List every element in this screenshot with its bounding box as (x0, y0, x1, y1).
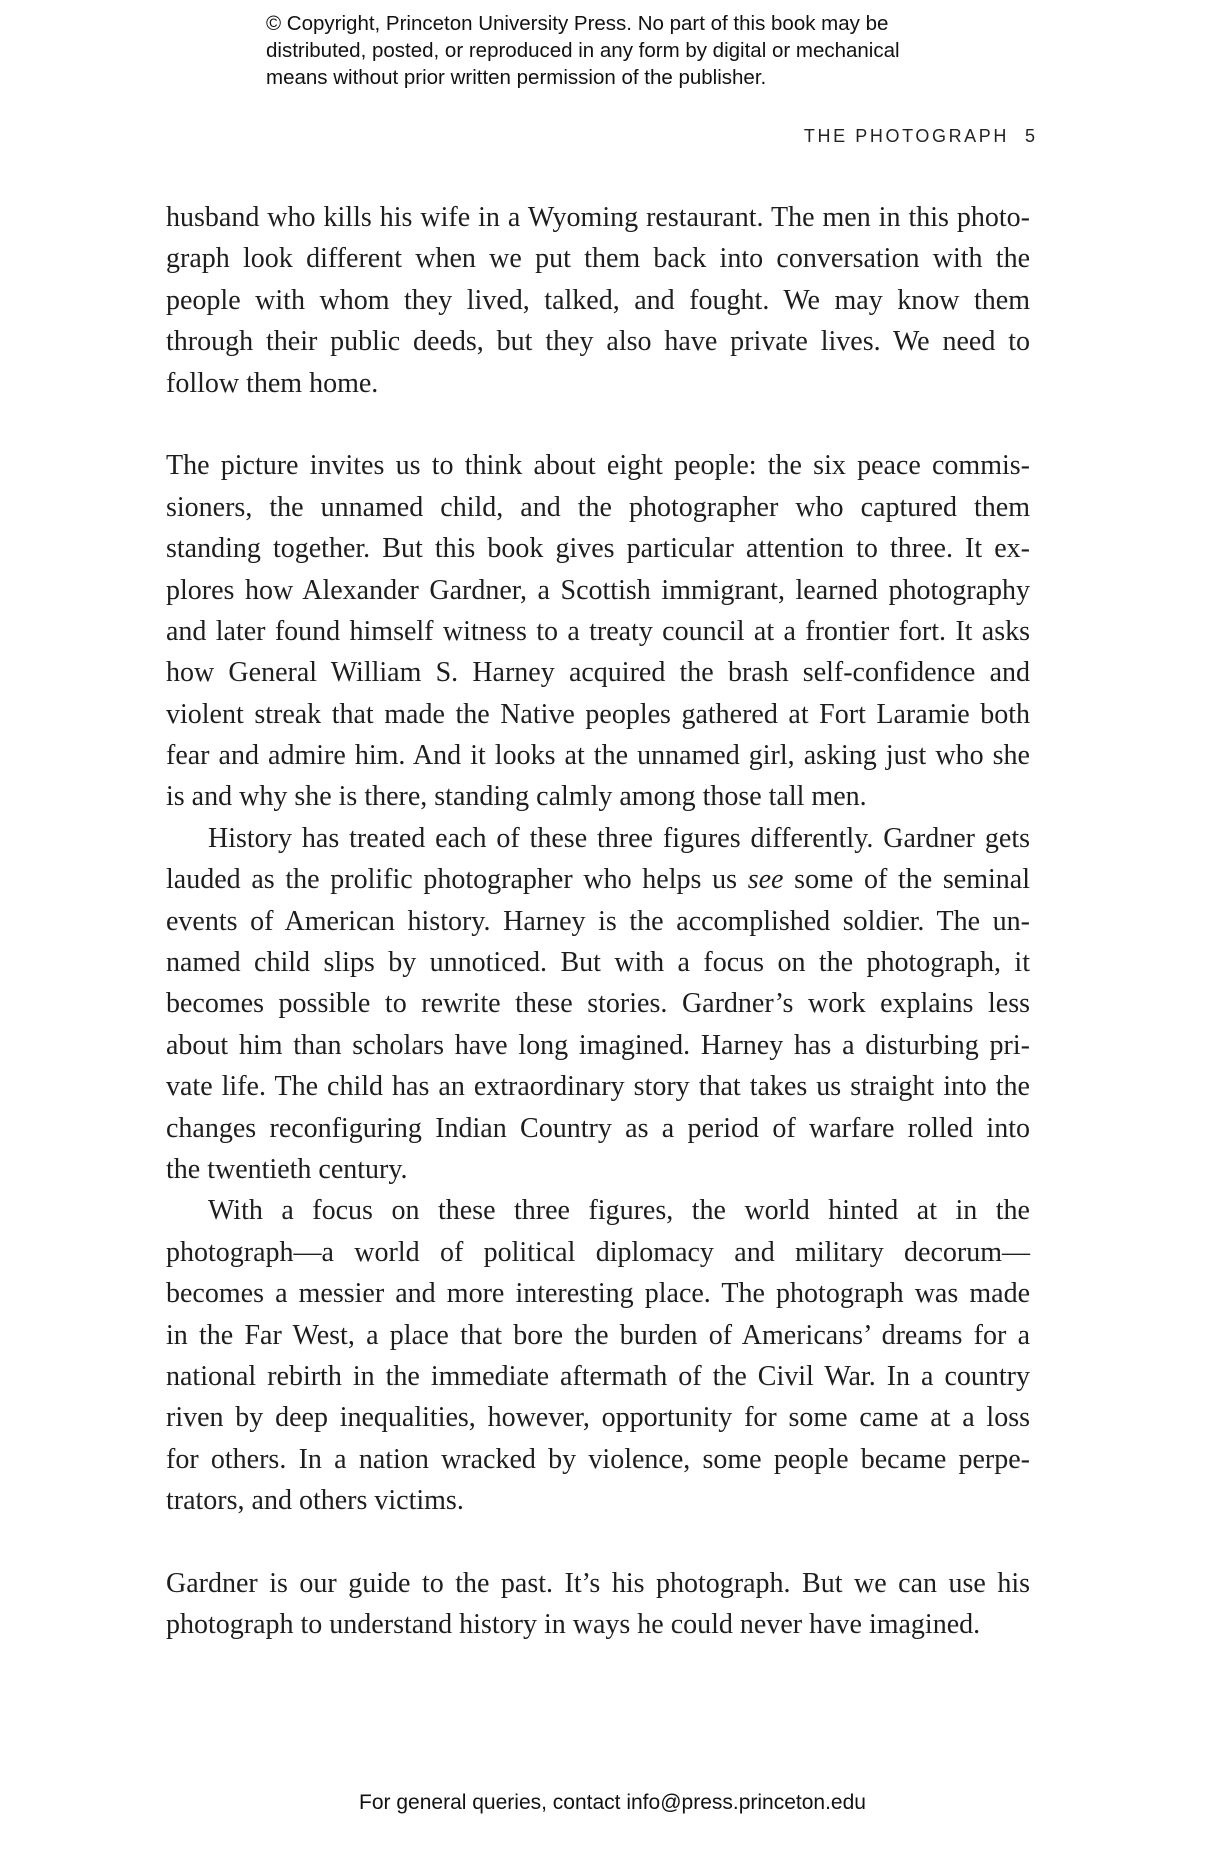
text-line: History has treated each of these three figures differently. Gardner gets (208, 822, 1030, 854)
text-line: for others. In a nation wracked by violence, some people became perpe- (166, 1443, 1030, 1475)
text-line: through their public deeds, but they also have private lives. We need to (166, 326, 1030, 358)
running-head (700, 126, 1035, 147)
paragraph-1 (166, 197, 1030, 404)
text-line: photograph—a world of political diplomacy and military decorum— (166, 1236, 1030, 1268)
text-line: people with whom they lived, talked, and fought. We may know them (166, 284, 1030, 316)
text-line: Gardner is our guide to the past. It’s his photograph. But we can use his (166, 1567, 1030, 1599)
body-text (166, 197, 1030, 1646)
copyright-line: means without prior written permission of the publisher. (266, 66, 767, 89)
paragraph-4 (166, 1190, 1030, 1521)
text-fragment: some of the seminal (783, 864, 1030, 896)
text-line: becomes a messier and more interesting place. The photograph was made (166, 1278, 1030, 1310)
text-line: husband who kills his wife in a Wyoming restaurant. The men in this photo- (166, 202, 1030, 233)
text-line: vate life. The child has an extraordinary story that takes us straight into the (166, 1071, 1030, 1103)
text-line: The picture invites us to think about eight people: the six peace commis- (166, 450, 1030, 482)
copyright-line: © Copyright, Princeton University Press. No part of this book may be (266, 12, 889, 35)
text-line: fear and admire him. And it looks at the unnamed girl, asking just who she (166, 740, 1030, 772)
section-break (166, 1522, 1030, 1563)
copyright-notice (266, 10, 1026, 91)
running-head-title: THE PHOTOGRAPH (803, 126, 1009, 146)
paragraph-2 (166, 445, 1030, 818)
text-line: is and why she is there, standing calmly among those tall men. (166, 781, 867, 813)
text-line: riven by deep inequalities, however, opportunity for some came at a loss (166, 1402, 1030, 1434)
text-line: With a focus on these three figures, the world hinted at in the (208, 1195, 1030, 1227)
text-line: events of American history. Harney is the accomplished soldier. The un- (166, 905, 1030, 937)
text-line: sioners, the unnamed child, and the photographer who captured them (166, 491, 1030, 523)
text-line: follow them home. (166, 367, 379, 399)
text-line: national rebirth in the immediate aftermath of the Civil War. In a country (166, 1360, 1030, 1392)
text-line: how General William S. Harney acquired the brash self-confidence and (166, 657, 1030, 689)
text-line: the twentieth century. (166, 1153, 408, 1185)
text-line: about him than scholars have long imagined. Harney has a disturbing pri- (166, 1029, 1030, 1061)
text-line: changes reconfiguring Indian Country as a period of warfare rolled into (166, 1112, 1030, 1144)
text-line: and later found himself witness to a treaty council at a frontier fort. It asks (166, 615, 1030, 647)
text-fragment: lauded as the prolific photographer who helps us (166, 864, 748, 896)
text-line: standing together. But this book gives particular attention to three. It ex- (166, 533, 1030, 565)
text-line: violent streak that made the Native peoples gathered at Fort Laramie both (166, 698, 1030, 730)
text-line: in the Far West, a place that bore the burden of Americans’ dreams for a (166, 1319, 1030, 1351)
text-line: photograph to understand history in ways he could never have imagined. (166, 1609, 981, 1641)
paragraph-5 (166, 1563, 1030, 1646)
footer-contact: For general queries, contact info@press.princeton.edu (359, 1791, 866, 1814)
text-line (166, 859, 1030, 900)
text-line: plores how Alexander Gardner, a Scottish immigrant, learned photography (166, 574, 1030, 606)
copyright-line: distributed, posted, or reproduced in any form by digital or mechanical (266, 39, 900, 62)
text-line: named child slips by unnoticed. But with a focus on the photograph, it (166, 947, 1030, 979)
section-break (166, 404, 1030, 445)
paragraph-3 (166, 818, 1030, 1191)
emphasis: see (747, 864, 784, 896)
text-line: trators, and others victims. (166, 1485, 464, 1517)
text-line: graph look different when we put them back into conversation with the (166, 243, 1030, 275)
page-number: 5 (1024, 126, 1035, 146)
text-line: becomes possible to rewrite these stories. Gardner’s work explains less (166, 988, 1030, 1020)
